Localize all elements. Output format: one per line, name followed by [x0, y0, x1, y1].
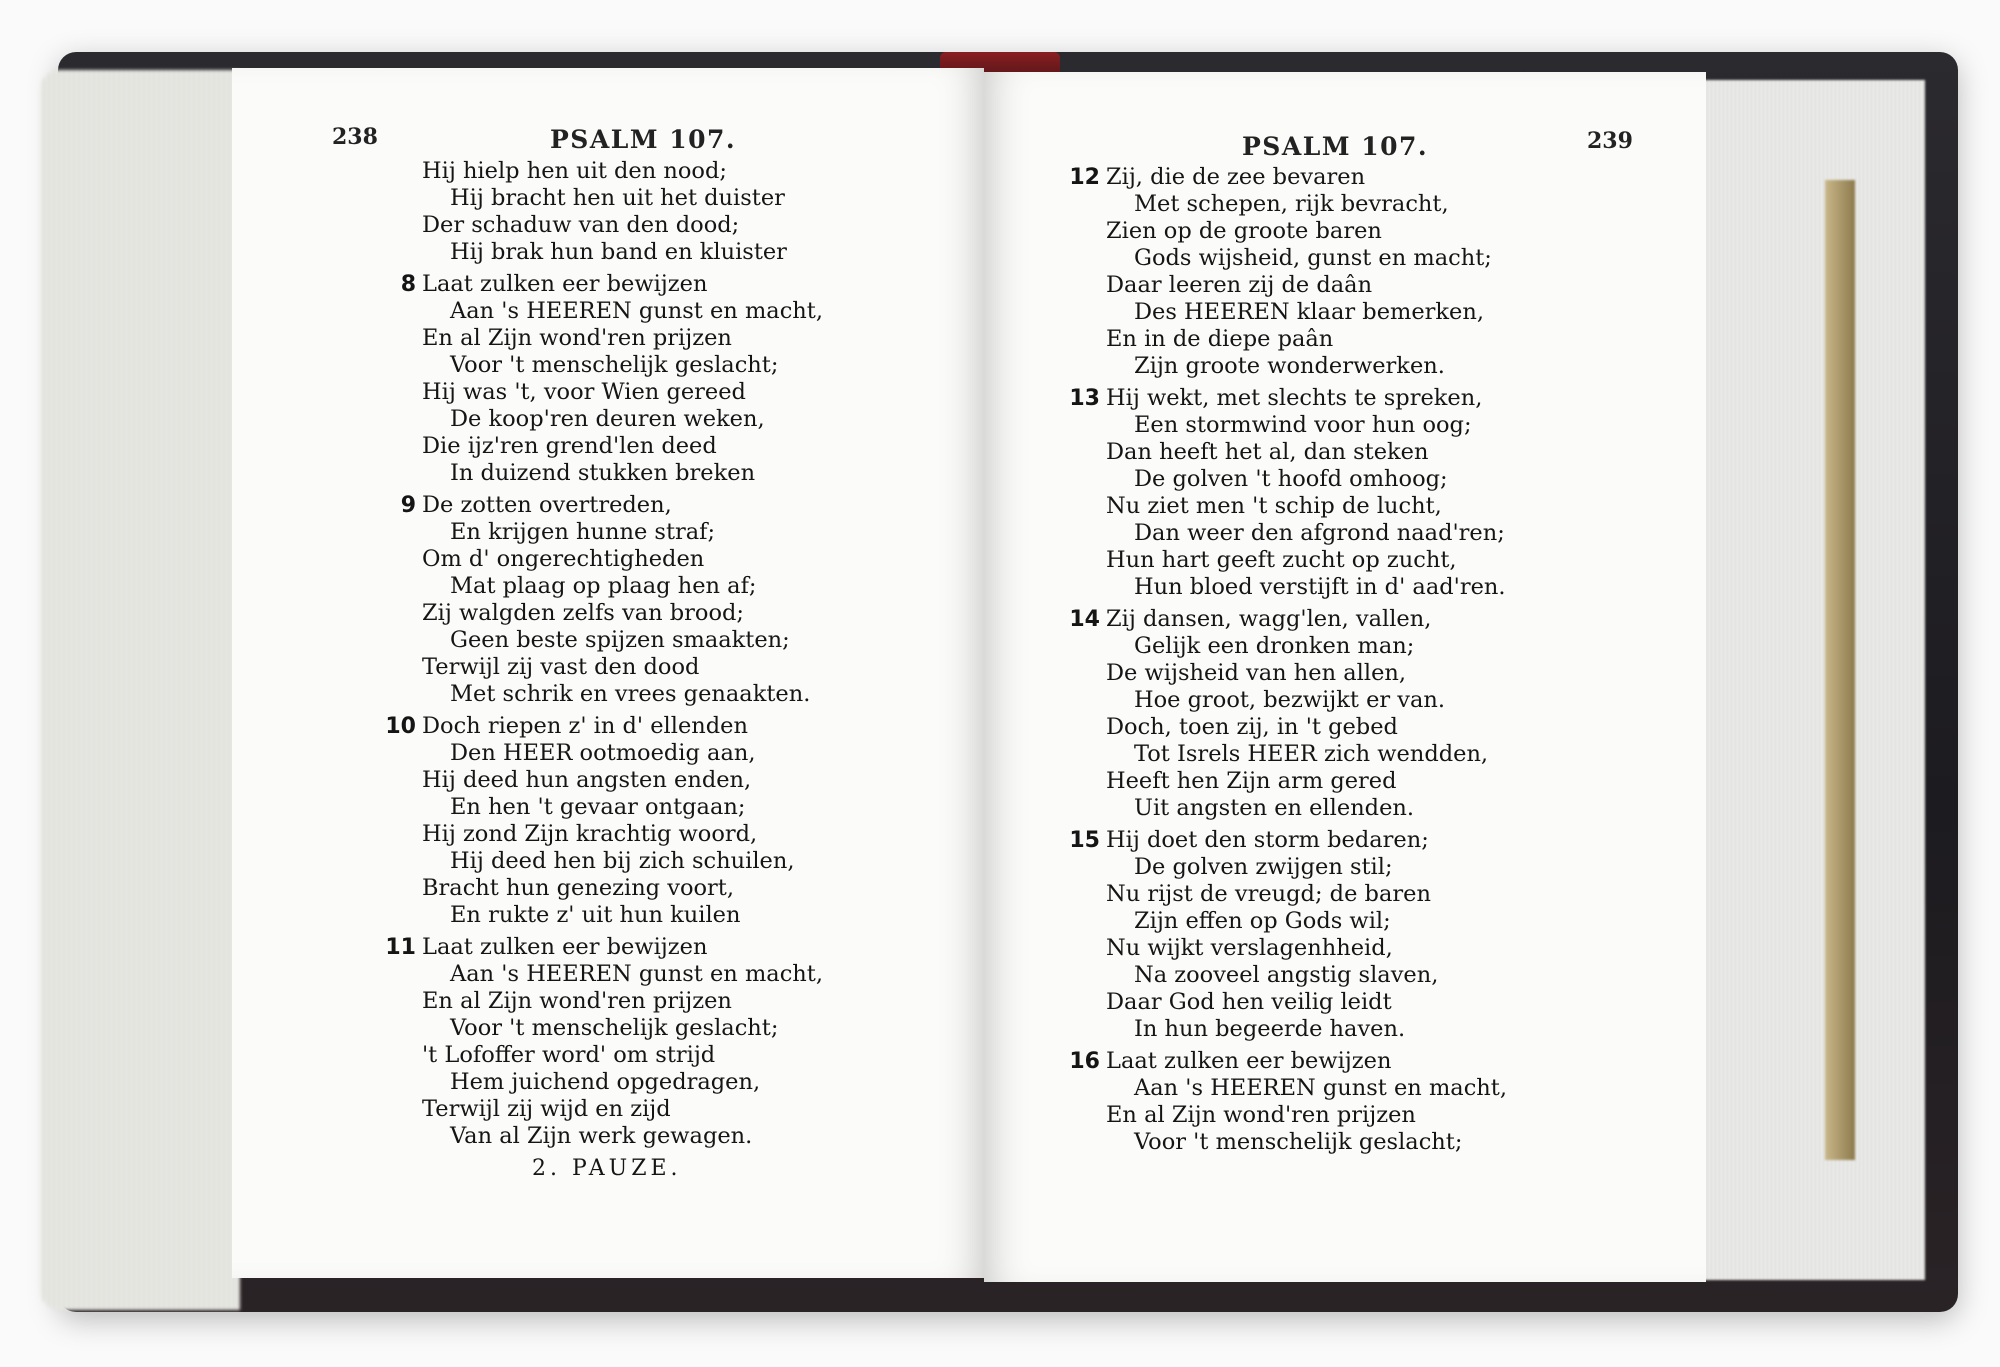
verse-line-text: De zotten overtreden, — [422, 492, 672, 518]
verse-line-text: Doch, toen zij, in 't gebed — [1106, 714, 1398, 740]
verse-line: Hij bracht hen uit het duister — [450, 185, 785, 211]
verse-line — [422, 600, 823, 627]
verse-line-text: Zij, die de zee bevaren — [1106, 164, 1366, 190]
verse-line — [1069, 606, 1507, 633]
verse-line — [1106, 935, 1507, 962]
verse-9 — [400, 492, 823, 708]
verse-continuation — [422, 158, 823, 266]
verse-line — [1106, 741, 1507, 768]
verse-list — [385, 158, 823, 1182]
verse-line-text: En in de diepe paân — [1106, 326, 1334, 352]
verse-line — [422, 325, 823, 352]
verse-number: 15 — [1069, 828, 1100, 853]
verse-line-text: Voor 't menschelijk geslacht; — [450, 1015, 779, 1041]
verse-line-text: Met schrik en vrees genaakten. — [450, 681, 811, 707]
verse-line-text: Dan heeft het al, dan steken — [1106, 439, 1429, 465]
verse-line — [422, 352, 823, 379]
verse-number: 11 — [385, 935, 416, 960]
verse-line — [422, 1069, 823, 1096]
verse-number: 14 — [1069, 607, 1100, 632]
verse-list — [1069, 164, 1507, 1161]
verse-line — [422, 460, 823, 487]
verse-line — [1106, 520, 1507, 547]
verse-line — [1106, 1075, 1507, 1102]
verse-line — [1106, 326, 1507, 353]
verse-line-text: Hem juichend opgedragen, — [450, 1069, 761, 1095]
verse-line-text: In duizend stukken breken — [450, 460, 756, 486]
verse-13 — [1069, 385, 1507, 601]
verse-line — [1106, 660, 1507, 687]
verse-line-text: Daar God hen veilig leidt — [1106, 989, 1392, 1015]
verse-12 — [1069, 164, 1507, 380]
verse-line-text: Na zooveel angstig slaven, — [1134, 962, 1439, 988]
verse-line — [1106, 272, 1507, 299]
verse-line-text: En al Zijn wond'ren prijzen — [422, 988, 732, 1014]
verse-line — [422, 519, 823, 546]
verse-line — [422, 298, 823, 325]
right-page — [984, 72, 1706, 1282]
verse-line-text: Hun bloed verstijft in d' aad'ren. — [1134, 574, 1506, 600]
verse-line — [422, 1015, 823, 1042]
page-edges-left — [40, 70, 240, 1310]
verse-line — [1069, 164, 1507, 191]
verse-line-text: Hij doet den storm bedaren; — [1106, 827, 1429, 853]
verse-line-text: Van al Zijn werk gewagen. — [450, 1123, 753, 1149]
verse-number: 8 — [400, 272, 416, 297]
verse-line — [385, 713, 823, 740]
verse-10 — [385, 713, 823, 929]
verse-line-text: Zij dansen, wagg'len, vallen, — [1106, 606, 1432, 632]
verse-line — [1106, 299, 1507, 326]
verse-line-text: Laat zulken eer bewijzen — [422, 271, 708, 297]
verse-line — [1106, 245, 1507, 272]
verse-line-text: Voor 't menschelijk geslacht; — [1134, 1129, 1463, 1155]
verse-line-text: Zij walgden zelfs van brood; — [422, 600, 744, 626]
verse-line-text: De koop'ren deuren weken, — [450, 406, 765, 432]
verse-line — [1106, 218, 1507, 245]
verse-line — [1106, 795, 1507, 822]
verse-line-text: Geen beste spijzen smaakten; — [450, 627, 790, 653]
verse-line — [422, 379, 823, 406]
verse-line — [422, 1123, 823, 1150]
verse-14 — [1069, 606, 1507, 822]
verse-line: Der schaduw van den dood; — [422, 212, 740, 238]
verse-line-text: Aan 's HEEREN gunst en macht, — [1134, 1075, 1507, 1101]
verse-line-text: Met schepen, rijk bevracht, — [1134, 191, 1449, 217]
verse-line-text: Een stormwind voor hun oog; — [1134, 412, 1472, 438]
verse-line-text: Heeft hen Zijn arm gered — [1106, 768, 1397, 794]
verse-line — [1106, 412, 1507, 439]
verse-line-text: Gelijk een dronken man; — [1134, 633, 1415, 659]
verse-line-text: En al Zijn wond'ren prijzen — [422, 325, 732, 351]
verse-line — [1106, 547, 1507, 574]
verse-line-text: Gods wijsheid, gunst en macht; — [1134, 245, 1492, 271]
verse-line-text: Nu ziet men 't schip de lucht, — [1106, 493, 1442, 519]
verse-line — [422, 546, 823, 573]
verse-line — [422, 740, 823, 767]
verse-11 — [385, 934, 823, 1150]
page-edges-right — [1700, 80, 1925, 1280]
verse-line-text: Doch riepen z' in d' ellenden — [422, 713, 748, 739]
verse-line — [1069, 1048, 1507, 1075]
verse-line-text: Bracht hun genezing voort, — [422, 875, 734, 901]
verse-line — [1069, 827, 1507, 854]
verse-line-text: En krijgen hunne straf; — [450, 519, 716, 545]
verse-line — [1106, 714, 1507, 741]
verse-number: 16 — [1069, 1049, 1100, 1074]
verse-line-text: Daar leeren zij de daân — [1106, 272, 1373, 298]
verse-number: 13 — [1069, 386, 1100, 411]
verse-line — [422, 654, 823, 681]
verse-line — [422, 875, 823, 902]
verse-line-text: Hij was 't, voor Wien gereed — [422, 379, 746, 405]
verse-line — [422, 794, 823, 821]
verse-line-text: Voor 't menschelijk geslacht; — [450, 352, 779, 378]
verse-line-text: Mat plaag op plaag hen af; — [450, 573, 757, 599]
verse-15 — [1069, 827, 1507, 1043]
verse-line — [422, 627, 823, 654]
verse-line-text: Laat zulken eer bewijzen — [1106, 1048, 1392, 1074]
verse-line-text: Hij deed hen bij zich schuilen, — [450, 848, 795, 874]
verse-line-text: Terwijl zij vast den dood — [422, 654, 700, 680]
verse-line-text: Nu rijst de vreugd; de baren — [1106, 881, 1431, 907]
verse-number: 12 — [1069, 165, 1100, 190]
verse-line: Hij brak hun band en kluister — [450, 239, 787, 265]
verse-line-text: De golven zwijgen stil; — [1134, 854, 1393, 880]
verse-line: Hij hielp hen uit den nood; — [422, 158, 727, 184]
page-number: 239 — [1587, 128, 1633, 154]
verse-line-text: Zijn effen op Gods wil; — [1134, 908, 1391, 934]
verse-line — [422, 681, 823, 708]
verse-line-text: Zien op de groote baren — [1106, 218, 1382, 244]
verse-line — [1106, 191, 1507, 218]
verse-line-text: De golven 't hoofd omhoog; — [1134, 466, 1448, 492]
verse-line — [422, 573, 823, 600]
verse-line-text: En al Zijn wond'ren prijzen — [1106, 1102, 1416, 1128]
verse-line — [1069, 385, 1507, 412]
verse-16 — [1069, 1048, 1507, 1156]
left-page — [232, 68, 984, 1278]
verse-line-text: In hun begeerde haven. — [1134, 1016, 1406, 1042]
page-title: PSALM 107. — [1242, 132, 1429, 161]
verse-line-text: En rukte z' uit hun kuilen — [450, 902, 741, 928]
verse-line-text: Hij zond Zijn krachtig woord, — [422, 821, 758, 847]
verse-line — [422, 1042, 823, 1069]
verse-line — [422, 406, 823, 433]
verse-line — [422, 988, 823, 1015]
verse-line-text: Aan 's HEEREN gunst en macht, — [450, 298, 823, 324]
verse-line — [1106, 854, 1507, 881]
verse-number: 10 — [385, 714, 416, 739]
verse-line-text: Hij wekt, met slechts te spreken, — [1106, 385, 1483, 411]
verse-line — [422, 767, 823, 794]
pauze-label: 2. PAUZE. — [532, 1156, 682, 1181]
verse-line — [422, 848, 823, 875]
verse-line — [1106, 989, 1507, 1016]
page-title: PSALM 107. — [550, 125, 737, 154]
verse-line-text: Nu wijkt verslagenhheid, — [1106, 935, 1393, 961]
verse-line-text: Zijn groote wonderwerken. — [1134, 353, 1445, 379]
verse-line — [400, 492, 823, 519]
verse-line-text: Aan 's HEEREN gunst en macht, — [450, 961, 823, 987]
verse-line — [1106, 574, 1507, 601]
verse-line — [1106, 881, 1507, 908]
verse-line-text: Hij deed hun angsten enden, — [422, 767, 752, 793]
verse-line-text: Des HEEREN klaar bemerken, — [1134, 299, 1485, 325]
verse-line — [1106, 908, 1507, 935]
verse-line-text: Laat zulken eer bewijzen — [422, 934, 708, 960]
verse-8 — [400, 271, 823, 487]
verse-line — [422, 821, 823, 848]
verse-line — [1106, 768, 1507, 795]
right-verse-container — [1069, 164, 1507, 1156]
verse-line — [422, 1096, 823, 1123]
verse-line-text: 't Lofoffer word' om strijd — [422, 1042, 716, 1068]
verse-line — [400, 271, 823, 298]
verse-line — [422, 433, 823, 460]
left-verse-container — [385, 271, 823, 1150]
verse-line — [1106, 353, 1507, 380]
verse-line — [1106, 1129, 1507, 1156]
verse-line-text: De wijsheid van hen allen, — [1106, 660, 1407, 686]
verse-line — [1106, 1102, 1507, 1129]
page-number: 238 — [332, 124, 378, 150]
verse-line-text: Uit angsten en ellenden. — [1134, 795, 1415, 821]
verse-line — [385, 934, 823, 961]
verse-line-text: Tot Isrels HEER zich wendden, — [1134, 741, 1489, 767]
verse-line — [1106, 493, 1507, 520]
verse-line — [1106, 962, 1507, 989]
verse-line — [1106, 466, 1507, 493]
verse-line — [1106, 687, 1507, 714]
verse-line-text: Terwijl zij wijd en zijd — [422, 1096, 671, 1122]
verse-line-text: En hen 't gevaar ontgaan; — [450, 794, 746, 820]
verse-line-text: Dan weer den afgrond naad'ren; — [1134, 520, 1505, 546]
verse-line-text: Hoe groot, bezwijkt er van. — [1134, 687, 1446, 713]
verse-line-text: Den HEER ootmoedig aan, — [450, 740, 756, 766]
verse-line-text: Hun hart geeft zucht op zucht, — [1106, 547, 1457, 573]
verse-number: 9 — [400, 493, 416, 518]
gilt-edge-right — [1825, 180, 1855, 1160]
verse-line-text: Om d' ongerechtigheden — [422, 546, 705, 572]
verse-line — [1106, 439, 1507, 466]
verse-line — [1106, 1016, 1507, 1043]
verse-line — [422, 961, 823, 988]
verse-line — [422, 902, 823, 929]
verse-line — [1106, 633, 1507, 660]
verse-line-text: Die ijz'ren grend'len deed — [422, 433, 717, 459]
